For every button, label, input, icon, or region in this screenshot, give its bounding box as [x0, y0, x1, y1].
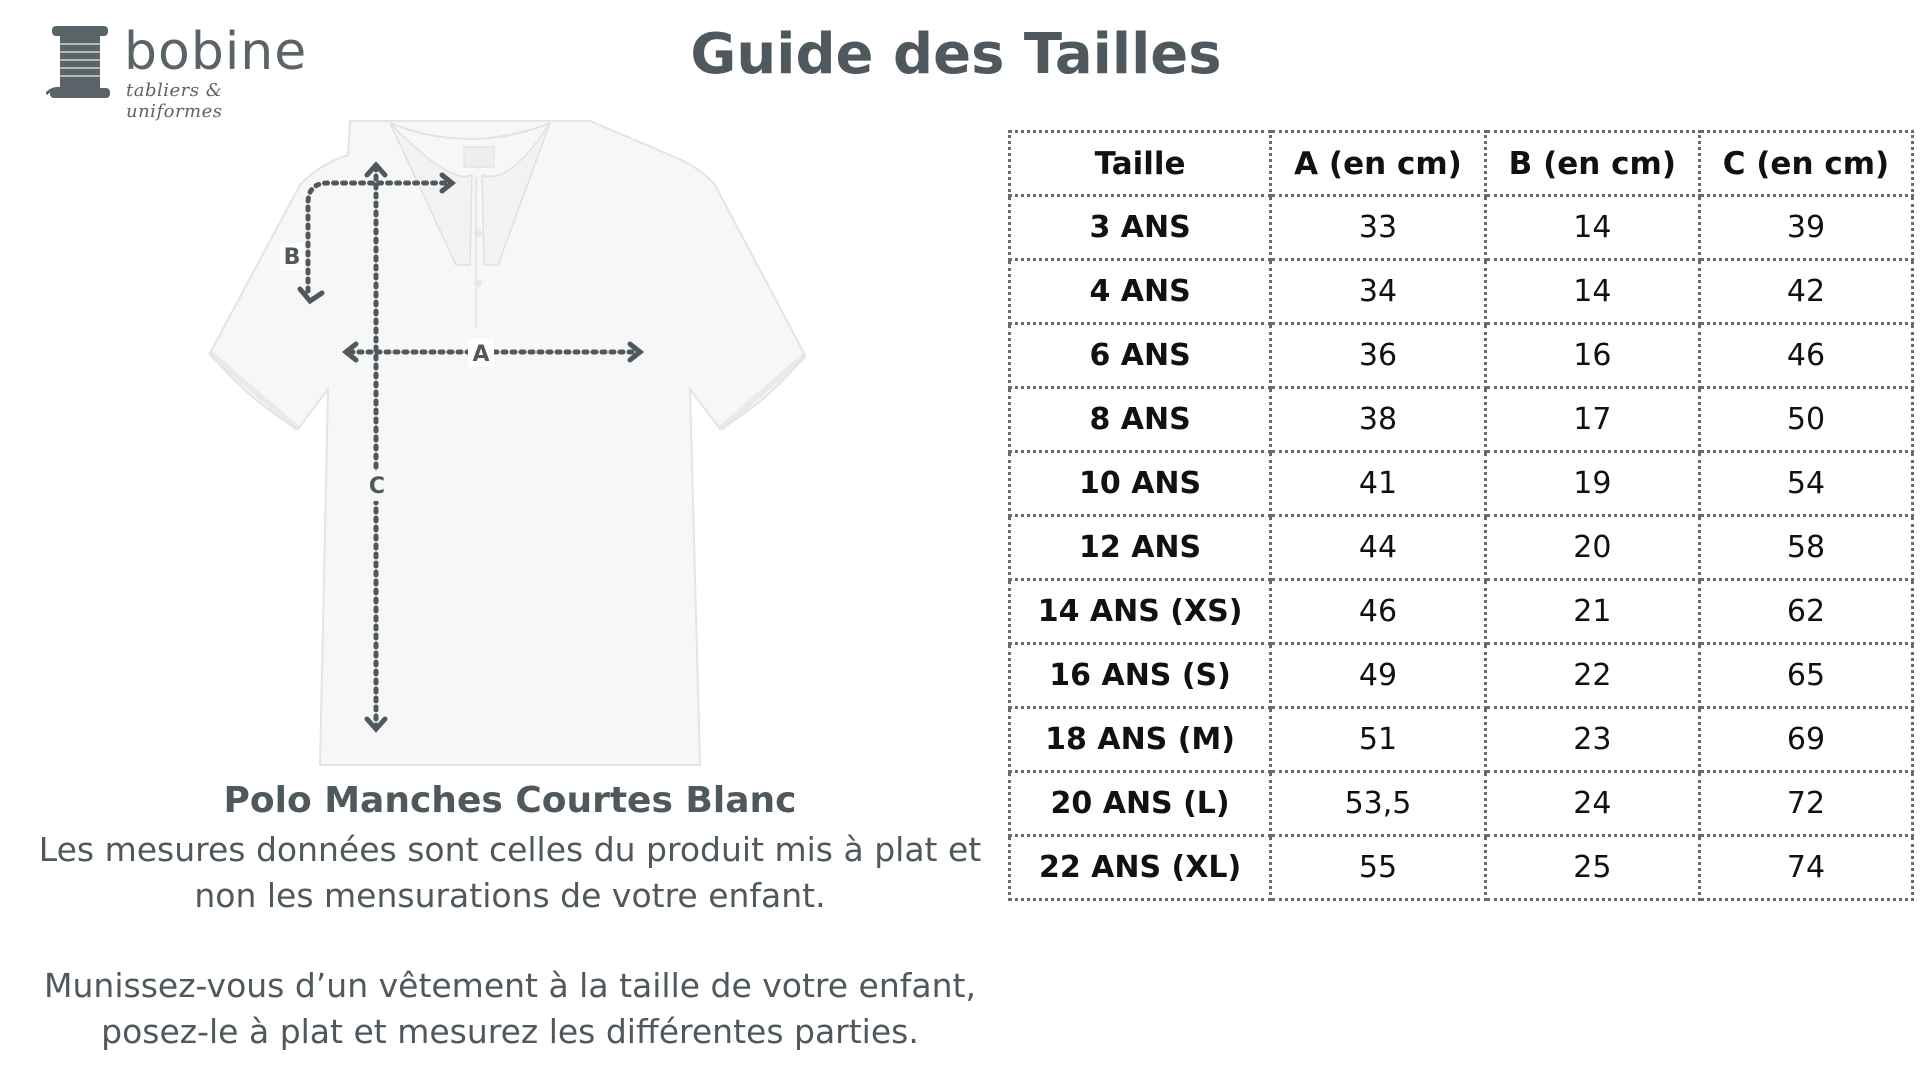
cell-a: 53,5 — [1271, 772, 1486, 836]
tip-line-1: Munissez-vous d’un vêtement à la taille de votre enfant, — [44, 966, 976, 1005]
table-row — [1010, 388, 1913, 452]
header-b: B (en cm) — [1485, 132, 1699, 196]
cell-size: 8 ANS — [1010, 388, 1271, 452]
cell-a: 44 — [1271, 516, 1486, 580]
cell-c: 50 — [1699, 388, 1912, 452]
cell-c: 74 — [1699, 836, 1912, 900]
cell-a: 46 — [1271, 580, 1486, 644]
page-title-wrap — [0, 22, 1920, 87]
tip-line-2: posez-le à plat et mesurez les différentes parties. — [101, 1012, 919, 1051]
header-size: Taille — [1010, 132, 1271, 196]
brand-tagline: tabliers & uniformes — [126, 80, 223, 122]
cell-c: 58 — [1699, 516, 1912, 580]
header-c: C (en cm) — [1699, 132, 1912, 196]
cell-c: 42 — [1699, 260, 1912, 324]
cell-b: 19 — [1485, 452, 1699, 516]
cell-a: 41 — [1271, 452, 1486, 516]
label-b: B — [283, 245, 301, 270]
cell-b: 17 — [1485, 388, 1699, 452]
cell-c: 54 — [1699, 452, 1912, 516]
cell-a: 38 — [1271, 388, 1486, 452]
cell-size: 12 ANS — [1010, 516, 1271, 580]
caption — [20, 780, 1000, 1055]
size-table — [1008, 130, 1914, 901]
cell-c: 65 — [1699, 644, 1912, 708]
table-row — [1010, 260, 1913, 324]
cell-size: 4 ANS — [1010, 260, 1271, 324]
cell-size: 14 ANS (XS) — [1010, 580, 1271, 644]
cell-a: 33 — [1271, 196, 1486, 260]
table-row — [1010, 708, 1913, 772]
page-title: Guide des Tailles — [690, 22, 1222, 87]
cell-c: 62 — [1699, 580, 1912, 644]
brand-name: bobine — [124, 22, 308, 82]
note-line-1: Les mesures données sont celles du produit mis à plat et — [38, 830, 982, 869]
cell-b: 22 — [1485, 644, 1699, 708]
label-c: C — [368, 474, 386, 499]
cell-a: 36 — [1271, 324, 1486, 388]
table-row — [1010, 772, 1913, 836]
table-row — [1010, 324, 1913, 388]
table-row — [1010, 644, 1913, 708]
table-row — [1010, 836, 1913, 900]
cell-size: 6 ANS — [1010, 324, 1271, 388]
table-row — [1010, 196, 1913, 260]
cell-b: 25 — [1485, 836, 1699, 900]
cell-c: 69 — [1699, 708, 1912, 772]
table-row — [1010, 580, 1913, 644]
cell-size: 20 ANS (L) — [1010, 772, 1271, 836]
header-a: A (en cm) — [1271, 132, 1486, 196]
cell-a: 49 — [1271, 644, 1486, 708]
cell-b: 14 — [1485, 260, 1699, 324]
table-row — [1010, 516, 1913, 580]
cell-c: 72 — [1699, 772, 1912, 836]
cell-a: 55 — [1271, 836, 1486, 900]
cell-b: 20 — [1485, 516, 1699, 580]
note-line-2: non les mensurations de votre enfant. — [194, 876, 826, 915]
cell-a: 51 — [1271, 708, 1486, 772]
product-name: Polo Manches Courtes Blanc — [223, 780, 797, 821]
cell-size: 22 ANS (XL) — [1010, 836, 1271, 900]
cell-b: 23 — [1485, 708, 1699, 772]
cell-size: 18 ANS (M) — [1010, 708, 1271, 772]
cell-size: 3 ANS — [1010, 196, 1271, 260]
cell-size: 10 ANS — [1010, 452, 1271, 516]
table-header-row — [1010, 132, 1913, 196]
measurement-figure — [150, 115, 830, 775]
cell-c: 39 — [1699, 196, 1912, 260]
cell-b: 14 — [1485, 196, 1699, 260]
table-row — [1010, 452, 1913, 516]
label-a: A — [472, 342, 490, 367]
cell-a: 34 — [1271, 260, 1486, 324]
cell-size: 16 ANS (S) — [1010, 644, 1271, 708]
cell-c: 46 — [1699, 324, 1912, 388]
cell-b: 24 — [1485, 772, 1699, 836]
polo-shirt-icon — [210, 121, 805, 765]
cell-b: 16 — [1485, 324, 1699, 388]
cell-b: 21 — [1485, 580, 1699, 644]
